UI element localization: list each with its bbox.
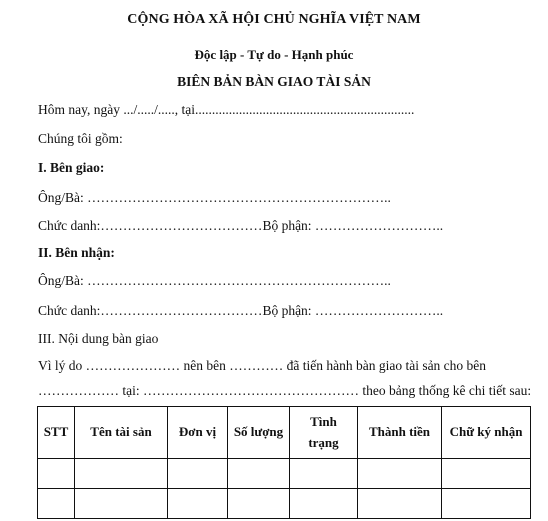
date-line: Hôm nay, ngày .../...../....., tại.................................................................: [38, 102, 415, 117]
document-title: BIÊN BẢN BÀN GIAO TÀI SẢN: [177, 74, 371, 89]
header-quantity: Số lượng: [228, 407, 290, 459]
section-giver-heading: I. Bên giao:: [38, 160, 105, 175]
giver-name-line: Ông/Bà: …………………………………………………………..: [38, 190, 391, 205]
table-header-row: [38, 407, 531, 459]
table-cell: [168, 459, 228, 489]
receiver-department: Bộ phận: ………………………..: [262, 303, 444, 318]
table-cell: [228, 489, 290, 519]
table-cell: [358, 489, 442, 519]
header-unit: Đơn vị: [168, 407, 228, 459]
header-signature: Chữ ký nhận: [442, 407, 531, 459]
table-cell: [38, 489, 75, 519]
giver-department: Bộ phận: ………………………..: [262, 218, 444, 233]
section-content-heading: III. Nội dung bàn giao: [38, 331, 159, 346]
table-cell: [75, 489, 168, 519]
table-cell: [290, 459, 358, 489]
header-condition-line2: trạng: [308, 434, 339, 450]
header-condition: [290, 407, 358, 459]
table-row: [38, 459, 531, 489]
we-are-text: Chúng tôi gồm:: [38, 131, 123, 146]
receiver-title-line: [38, 303, 443, 319]
section-receiver-heading: II. Bên nhận:: [38, 245, 115, 260]
table-cell: [228, 459, 290, 489]
table-cell: [168, 489, 228, 519]
table-cell: [358, 459, 442, 489]
table-cell: [290, 489, 358, 519]
motto: Độc lập - Tự do - Hạnh phúc: [194, 47, 354, 62]
header-asset-name: Tên tài sản: [75, 407, 168, 459]
receiver-name-line: Ông/Bà: …………………………………………………………..: [38, 273, 391, 288]
receiver-title-label: Chức danh:………………………………: [38, 303, 263, 318]
location-line: ……………… tại: ………………………………………… theo bảng thống kê chi tiết sau:: [38, 383, 532, 398]
national-title: CỘNG HÒA XÃ HỘI CHỦ NGHĨA VIỆT NAM: [127, 12, 421, 27]
giver-title-line: [38, 218, 443, 234]
table-row: [38, 489, 531, 519]
header-stt: STT: [38, 407, 75, 459]
table-cell: [442, 459, 531, 489]
giver-title-label: Chức danh:………………………………: [38, 218, 263, 233]
header-condition-line1: Tình: [310, 414, 337, 430]
table-cell: [442, 489, 531, 519]
table-cell: [38, 459, 75, 489]
asset-table: [37, 406, 531, 519]
header-amount: Thành tiền: [358, 407, 442, 459]
table-cell: [75, 459, 168, 489]
reason-line: Vì lý do ………………… nên bên ………… đã tiến hành bàn giao tài sản cho bên: [38, 358, 487, 373]
